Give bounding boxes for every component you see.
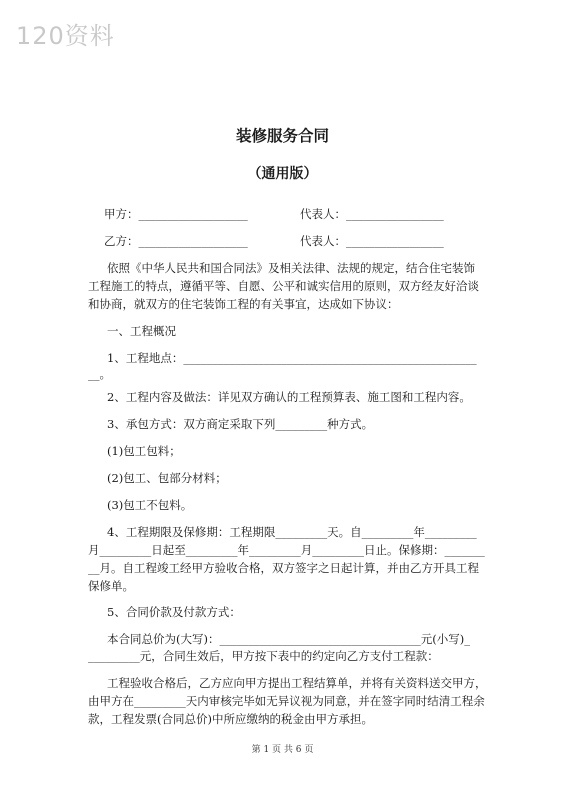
option-labor-only: (3)包工不包料。 (107, 498, 193, 512)
option-full-contract: (1)包工包料； (107, 444, 181, 458)
item-project-location-cont: __。 (88, 367, 111, 381)
option-partial-materials: (2)包工、包部分材料； (107, 471, 227, 485)
acceptance-line-3: 款，工程发票(合同总价)中所应缴纳的税金由甲方承担。 (88, 712, 373, 726)
party-a-field: 甲方：___________________ (104, 207, 248, 221)
representative-a-field: 代表人：_________________ (300, 207, 444, 221)
acceptance-line-2: 由甲方在_________天内审核完毕如无异议视为同意，并在签字同时结清工程余 (88, 694, 485, 708)
item-price-payment: 5、合同价款及付款方式： (107, 605, 241, 619)
intro-line-1: 依照《中华人民共和国合同法》及相关法律、法规的规定，结合住宅装饰 (107, 261, 475, 275)
document-title: 装修服务合同 (235, 127, 329, 145)
acceptance-line-1: 工程验收合格后，乙方应向甲方提出工程结算单，并将有关资料送交甲方， (107, 676, 487, 690)
intro-line-2: 工程施工的特点，遵循平等、自愿、公平和诚实信用的原则，双方经友好洽谈 (88, 279, 479, 293)
representative-b-field: 代表人：_________________ (300, 234, 444, 248)
item-period-line-1: 4、工程期限及保修期：工程期限_________天。自_________年_________ (107, 525, 477, 539)
item-period-line-3: __月。自工程竣工经甲方验收合格，双方签字之日起计算，并由乙方开具工程 (88, 561, 479, 575)
price-line-2: _________元，合同生效后，甲方按下表中的约定向乙方支付工程款： (88, 649, 439, 663)
item-period-line-2: 月_________日起至_________年_________月_________日止。保修期：_______ (88, 543, 485, 557)
price-line-1: 本合同总价为(大写)：___________________________________元(小写)_ (107, 632, 470, 646)
item-period-line-4: 保修单。 (88, 579, 134, 593)
document-subtitle: （通用版） (247, 166, 318, 182)
intro-line-3: 和协商，就双方的住宅装饰工程的有关事宜，达成如下协议： (88, 297, 399, 311)
watermark: 120资料 (16, 22, 115, 50)
party-b-field: 乙方：___________________ (104, 234, 248, 248)
item-project-location: 1、工程地点：___________________________________________________ (107, 351, 477, 365)
page-number: 第 1 页 共 6 页 (251, 745, 314, 755)
item-project-content: 2、工程内容及做法：详见双方确认的工程预算表、施工图和工程内容。 (107, 390, 471, 404)
section-heading-overview: 一、工程概况 (107, 324, 176, 338)
item-contract-method: 3、承包方式：双方商定采取下列_________种方式。 (107, 417, 374, 431)
